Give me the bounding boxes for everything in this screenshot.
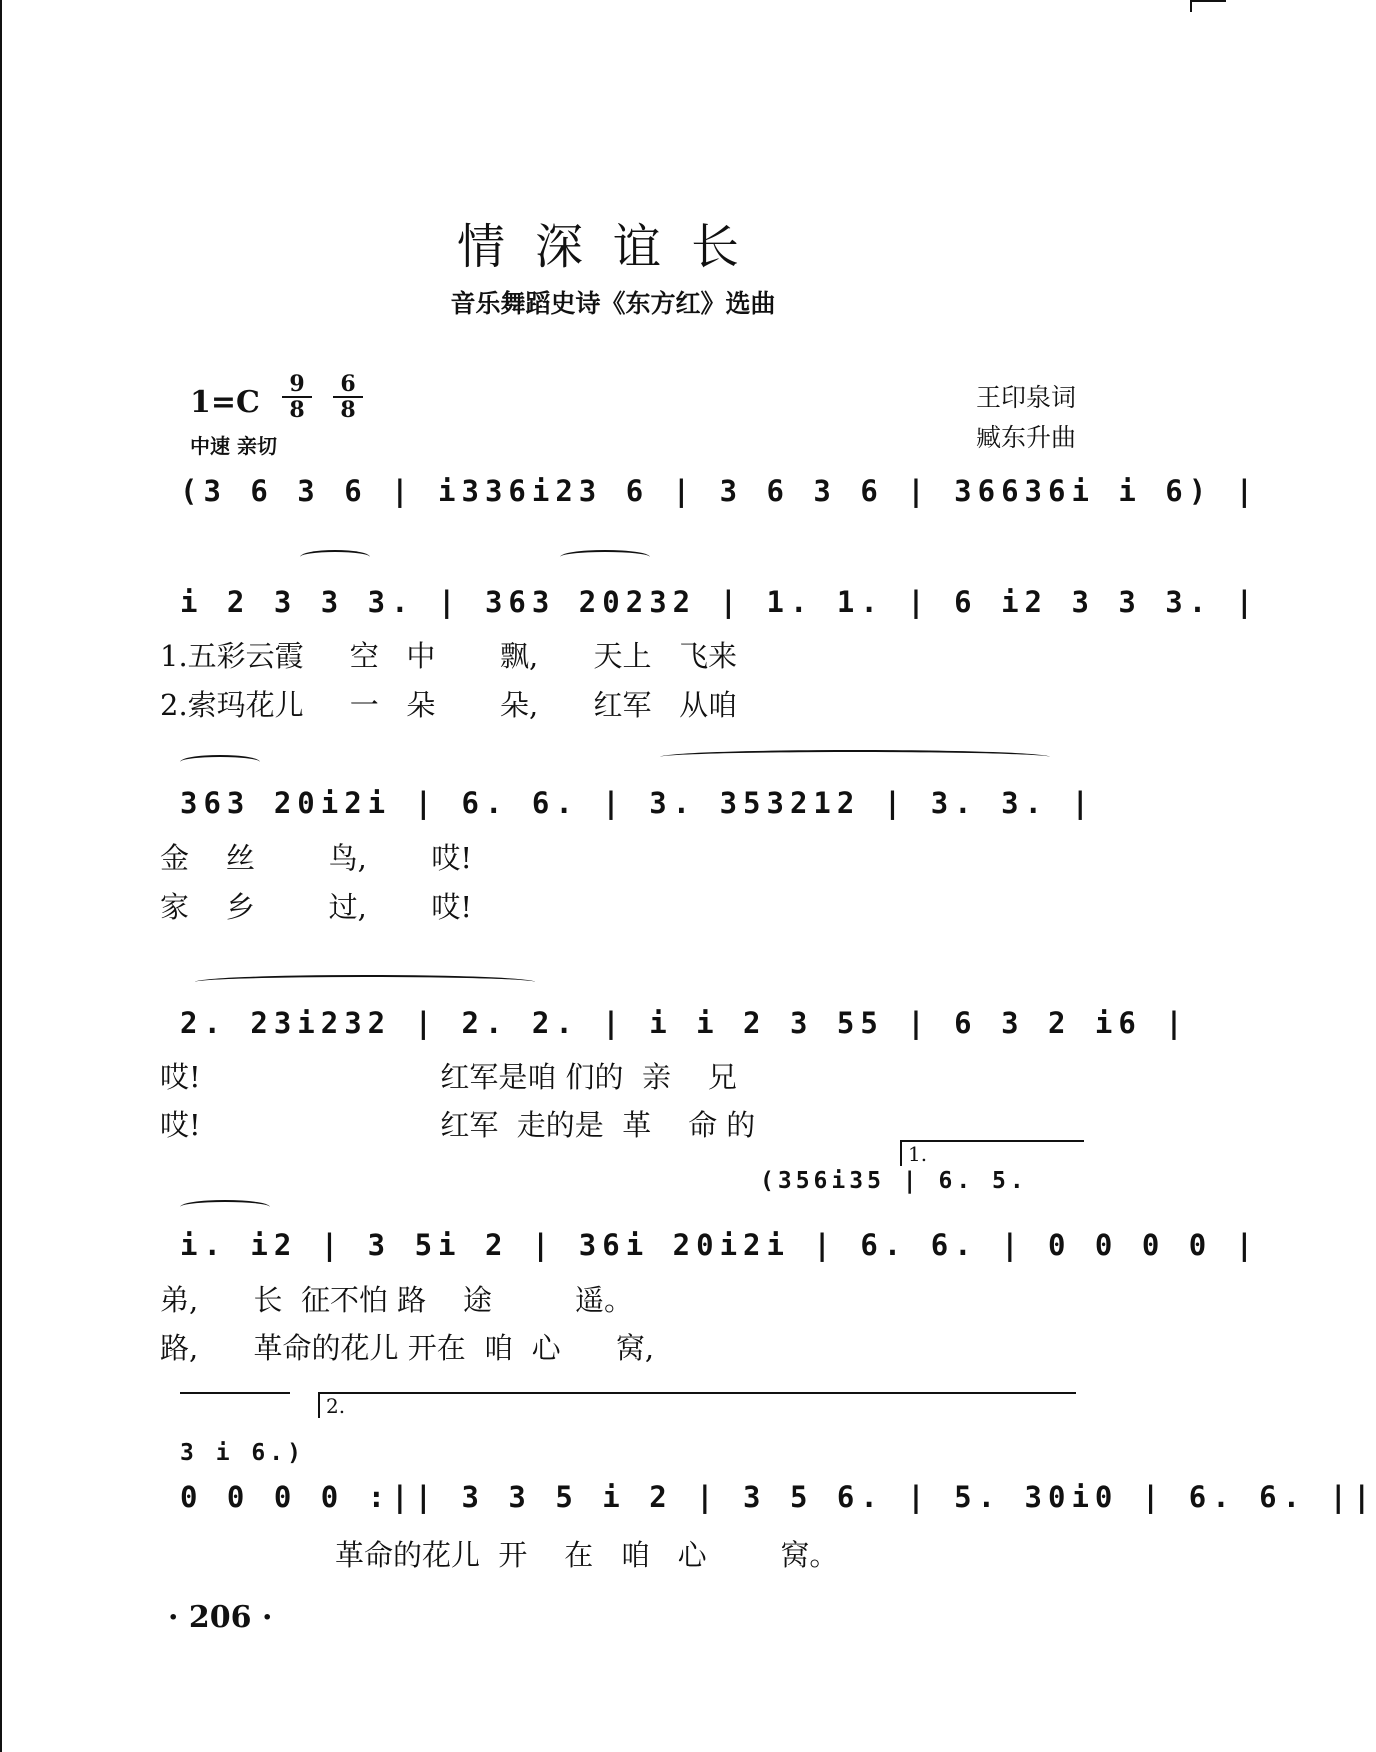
right-border: [1190, 0, 1192, 12]
score-line-6-accompaniment: 3 i 6.): [180, 1440, 305, 1466]
tempo-marking: 中速 亲切: [190, 434, 277, 458]
time-signature-2: [333, 373, 363, 421]
slur: [180, 755, 260, 769]
lyrics-verse-2-line-2: 2.索玛花儿 一 朵 朵, 红军 从咱: [160, 688, 738, 722]
lyrics-line-6: 革命的花儿 开 在 咱 心 窝。: [335, 1538, 839, 1572]
song-subtitle: 音乐舞蹈史诗《东方红》选曲: [450, 289, 776, 318]
first-ending-label: 1.: [908, 1142, 928, 1166]
lyrics-verse-2-line-4: 哎! 红军 走的是 革 命 的: [160, 1108, 756, 1142]
lyricist-credit: 王印泉词: [975, 383, 1076, 412]
slur: [560, 550, 650, 564]
lyrics-verse-1-line-3: 金 丝 鸟, 哎!: [160, 841, 473, 875]
slur: [180, 1200, 270, 1214]
meter2-den: 8: [340, 397, 356, 423]
score-line-5-accompaniment: (356i35 | 6. 5.: [760, 1168, 1028, 1194]
key-signature: 1=C: [190, 385, 260, 420]
score-line-1: (3 6 3 6 | i336i23 6 | 3 6 3 6 | 36636i i 6) |: [180, 474, 1260, 508]
page-number: · 206 ·: [168, 1600, 273, 1635]
song-title: 情深谊长: [456, 219, 769, 275]
score-line-2: i 2 3 3 3. | 363 20232 | 1. 1. | 6 i2 3 3 3. |: [180, 585, 1260, 619]
meter2-num: 6: [340, 371, 356, 397]
slur: [195, 975, 535, 989]
meter1-den: 8: [289, 397, 305, 423]
lyrics-verse-2-line-3: 家 乡 过, 哎!: [160, 890, 473, 924]
second-ending-label: 2.: [326, 1394, 346, 1418]
meter1-num: 9: [289, 371, 305, 397]
time-signature-1: [282, 373, 312, 421]
lyrics-verse-2-line-5: 路, 革命的花儿 开在 咱 心 窝,: [160, 1331, 655, 1365]
first-ending-bracket: [900, 1140, 1084, 1166]
lyrics-verse-1-line-5: 弟, 长 征不怕 路 途 遥。: [160, 1283, 634, 1317]
composer-credit: 臧东升曲: [975, 423, 1076, 452]
first-ending-continuation: [180, 1392, 290, 1394]
lyrics-verse-1-line-2: 1.五彩云霞 空 中 飘, 天上 飞来: [160, 639, 738, 673]
score-line-6: 0 0 0 0 :|| 3 3 5 i 2 | 3 5 6. | 5. 30i0 | 6. 6. ||: [180, 1480, 1376, 1514]
slur: [660, 750, 1050, 764]
score-line-5: i. i2 | 3 5i 2 | 36i 20i2i | 6. 6. | 0 0 0 0 |: [180, 1228, 1260, 1262]
score-line-3: 363 20i2i | 6. 6. | 3. 353212 | 3. 3. |: [180, 786, 1095, 820]
slur: [300, 550, 370, 564]
score-line-4: 2. 23i232 | 2. 2. | i i 2 3 55 | 6 3 2 i6 |: [180, 1006, 1189, 1040]
lyrics-verse-1-line-4: 哎! 红军是咱 们的 亲 兄: [160, 1060, 737, 1094]
top-right-mark: [1190, 0, 1226, 2]
second-ending-bracket: [318, 1392, 1076, 1418]
